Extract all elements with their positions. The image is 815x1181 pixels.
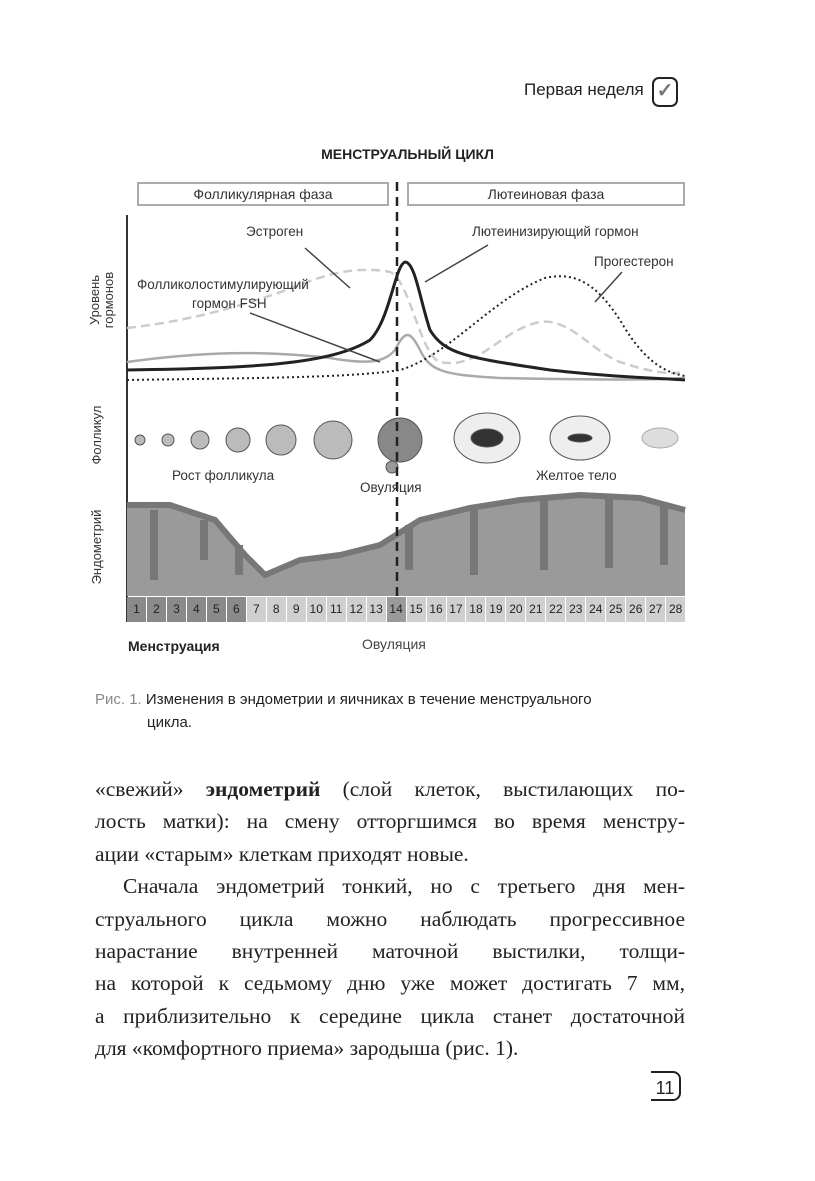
day-cell: 5 [207, 597, 226, 622]
day-cell: 3 [167, 597, 186, 622]
label-corpus-luteum: Желтое тело [536, 468, 617, 483]
day-strip [127, 597, 685, 622]
caption-label: Рис. 1. [95, 691, 142, 708]
figure-title: МЕНСТРУАЛЬНЫЙ ЦИКЛ [321, 146, 494, 162]
fsh-curve [127, 335, 685, 380]
lh-pointer [425, 245, 488, 282]
figure-caption [95, 688, 592, 734]
day-cell: 17 [447, 597, 466, 622]
day-cell: 11 [327, 597, 346, 622]
row-label-endometrium: Эндометрий [89, 509, 104, 585]
label-ovulation: Овуляция [362, 636, 426, 652]
running-header: Первая неделя [524, 80, 644, 99]
day-cell: 18 [466, 597, 485, 622]
follicular-phase-label: Фолликулярная фаза [137, 182, 389, 206]
label-fsh-2: гормон FSH [192, 296, 267, 311]
label-lh: Лютеинизирующий гормон [472, 224, 639, 239]
caption-line-2: цикла. [147, 714, 192, 731]
day-cell: 19 [486, 597, 505, 622]
day-cell: 1 [127, 597, 146, 622]
day-cell: 27 [646, 597, 665, 622]
label-ovulation-follicle: Овуляция [360, 480, 422, 495]
label-fsh-1: Фолликолостимулирующий [137, 277, 309, 292]
day-cell: 2 [147, 597, 166, 622]
day-cell: 9 [287, 597, 306, 622]
day-cell: 8 [267, 597, 286, 622]
body-line: «свежий» эндометрий (слой клеток, выстилающих по- [95, 777, 685, 801]
day-cell: 24 [586, 597, 605, 622]
label-menstruation: Менструация [128, 638, 220, 654]
estrogen-pointer [305, 248, 350, 288]
day-cell: 13 [367, 597, 386, 622]
day-cell: 6 [227, 597, 246, 622]
row-label-hormones: Уровень гормонов [87, 271, 116, 329]
body-line: на которой к седьмому дню уже может достигать 7 мм, [95, 971, 685, 996]
body-line: струального цикла можно наблюдать прогрессивное [95, 906, 685, 931]
progesterone-pointer [595, 272, 622, 302]
day-cell: 10 [307, 597, 326, 622]
body-line: а приблизительно к середине цикла станет достаточной [95, 1003, 685, 1028]
body-line: для «комфортного приема» зародыша (рис. 1). [95, 1036, 519, 1061]
label-progesterone: Прогестерон [594, 254, 674, 269]
day-cell: 12 [347, 597, 366, 622]
day-cell: 14 [387, 597, 406, 622]
day-cell: 15 [407, 597, 426, 622]
body-text [95, 773, 685, 1065]
day-cell: 23 [566, 597, 585, 622]
day-cell: 16 [427, 597, 446, 622]
day-cell: 28 [666, 597, 685, 622]
label-estrogen: Эстроген [246, 224, 304, 239]
luteal-phase-label: Лютеиновая фаза [407, 182, 685, 206]
day-cell: 21 [526, 597, 545, 622]
day-cell: 7 [247, 597, 266, 622]
body-line: ации «старым» клеткам приходят новые. [95, 841, 469, 866]
row-label-follicle: Фолликул [89, 405, 104, 465]
day-cell: 4 [187, 597, 206, 622]
bold-term: эндометрий [205, 777, 321, 801]
day-cell: 20 [506, 597, 525, 622]
check-mark-icon: ✓ [652, 77, 678, 107]
day-cell: 25 [606, 597, 625, 622]
body-line: Сначала эндометрий тонкий, но с третьего дня мен- [123, 874, 685, 899]
day-cell: 22 [546, 597, 565, 622]
body-line: нарастание внутренней маточной выстилки, толщи- [95, 939, 685, 964]
label-follicle-growth: Рост фолликула [172, 468, 275, 483]
day-cell: 26 [626, 597, 645, 622]
body-line: лость матки): на смену отторгшимся во время менстру- [95, 809, 685, 834]
caption-line-1: Изменения в эндометрии и яичниках в течение менструального [145, 691, 592, 708]
page-number: 11 [651, 1071, 681, 1101]
follicles [135, 413, 678, 473]
